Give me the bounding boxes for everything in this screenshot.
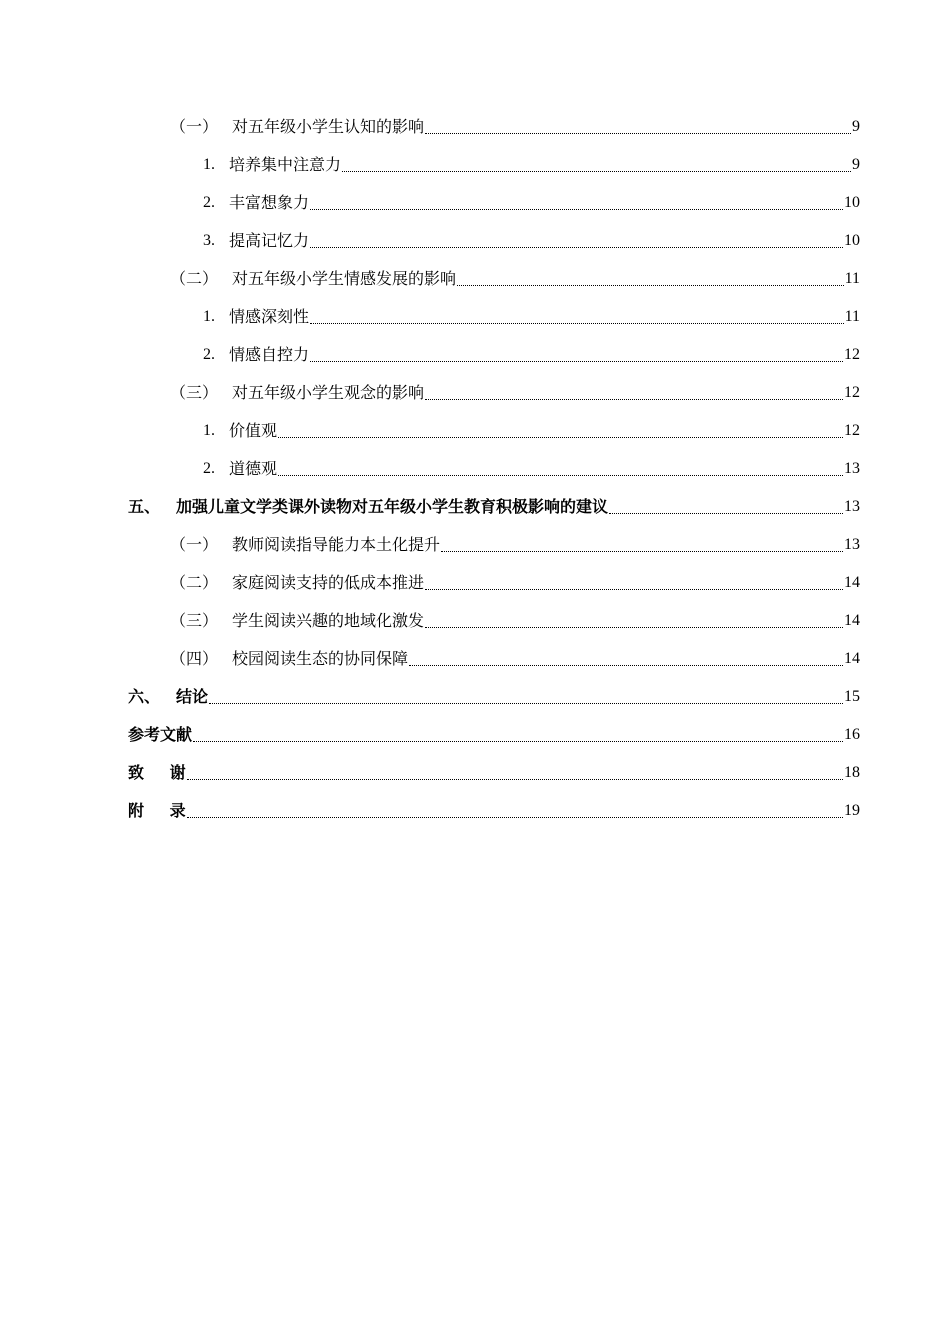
toc-entry[interactable]: [170, 526, 860, 564]
dot-leader: [425, 602, 843, 640]
toc-entry-page: 13: [844, 498, 860, 515]
dot-leader: [342, 146, 851, 184]
toc-entry[interactable]: [203, 336, 860, 374]
toc-entry-title: 校园阅读生态的协同保障: [232, 649, 409, 668]
toc-entry-title: 致 谢: [128, 763, 186, 782]
toc-entry[interactable]: [170, 108, 860, 146]
toc-entry[interactable]: [128, 488, 860, 526]
toc-entry-page: 11: [844, 308, 860, 325]
dot-leader: [278, 450, 843, 488]
toc-entry-title: 对五年级小学生认知的影响: [232, 117, 425, 136]
dot-leader: [310, 336, 843, 374]
toc-entry-title: 参考文献: [128, 725, 193, 744]
toc-entry[interactable]: [203, 412, 860, 450]
dot-leader: [609, 488, 843, 526]
toc-entry-page: 10: [844, 194, 860, 211]
toc-entry-number: 1.: [203, 156, 215, 173]
toc-entry[interactable]: [128, 678, 860, 716]
dot-leader: [187, 754, 843, 792]
dot-leader: [425, 564, 843, 602]
toc-entry-number: 2.: [203, 460, 215, 477]
toc-entry-page: 15: [844, 688, 860, 705]
toc-entry[interactable]: [128, 792, 860, 830]
toc-entry-number: （一）: [170, 535, 219, 554]
toc-entry-title: 学生阅读兴趣的地域化激发: [232, 611, 425, 630]
toc-entry-number: （二）: [170, 269, 219, 288]
toc-entry-title: 丰富想象力: [229, 193, 310, 212]
dot-leader: [310, 298, 844, 336]
toc-entry-number: （三）: [170, 383, 219, 402]
toc-entry-number: 1.: [203, 422, 215, 439]
toc-entry-number: （四）: [170, 649, 219, 668]
toc-entry[interactable]: [128, 716, 860, 754]
toc-entry-page: 18: [844, 764, 860, 781]
toc-entry-number: 3.: [203, 232, 215, 249]
toc-entry-number: 1.: [203, 308, 215, 325]
dot-leader: [425, 108, 851, 146]
toc-entry-title: 情感深刻性: [229, 307, 310, 326]
dot-leader: [193, 716, 843, 754]
toc-entry-page: 11: [844, 270, 860, 287]
toc-entry-page: 19: [844, 802, 860, 819]
toc-entry[interactable]: [203, 450, 860, 488]
toc-entry[interactable]: [170, 640, 860, 678]
toc-entry[interactable]: [203, 298, 860, 336]
toc-entry-title: 家庭阅读支持的低成本推进: [232, 573, 425, 592]
toc-entry-page: 12: [844, 384, 860, 401]
toc-entry-title: 结论: [176, 687, 209, 706]
toc-entry[interactable]: [170, 260, 860, 298]
dot-leader: [457, 260, 844, 298]
toc-entry-page: 9: [852, 156, 860, 173]
toc-entry-number: 2.: [203, 194, 215, 211]
dot-leader: [409, 640, 843, 678]
toc-entry[interactable]: [170, 602, 860, 640]
toc-entry-number: （三）: [170, 611, 219, 630]
toc-entry[interactable]: [203, 222, 860, 260]
toc-entry-number: 2.: [203, 346, 215, 363]
toc-entry-number: （二）: [170, 573, 219, 592]
dot-leader: [209, 678, 843, 716]
toc-entry-title: 情感自控力: [229, 345, 310, 364]
toc-entry[interactable]: [203, 184, 860, 222]
toc-entry-title: 附 录: [128, 801, 186, 820]
toc-entry-title: 提高记忆力: [229, 231, 310, 250]
toc-entry-page: 14: [844, 650, 860, 667]
toc-entry-title: 培养集中注意力: [229, 155, 342, 174]
toc-entry[interactable]: [203, 146, 860, 184]
toc-entry-page: 16: [844, 726, 860, 743]
toc-entry[interactable]: [170, 374, 860, 412]
dot-leader: [441, 526, 843, 564]
toc-entry-page: 14: [844, 612, 860, 629]
toc-entry-title: 道德观: [229, 459, 278, 478]
dot-leader: [310, 222, 843, 260]
toc-entry-number: （一）: [170, 117, 219, 136]
toc-entry-title: 对五年级小学生情感发展的影响: [232, 269, 457, 288]
toc-entry-number: 五、: [128, 497, 161, 516]
toc-entry-title: 加强儿童文学类课外读物对五年级小学生教育积极影响的建议: [176, 497, 609, 516]
toc-entry-page: 14: [844, 574, 860, 591]
toc-entry-page: 13: [844, 536, 860, 553]
toc-entry-title: 对五年级小学生观念的影响: [232, 383, 425, 402]
dot-leader: [187, 792, 843, 830]
toc-entry-page: 12: [844, 422, 860, 439]
toc-entry-number: 六、: [128, 687, 161, 706]
toc-entry-page: 10: [844, 232, 860, 249]
toc-entry-title: 价值观: [229, 421, 278, 440]
dot-leader: [278, 412, 843, 450]
toc-entry-title: 教师阅读指导能力本土化提升: [232, 535, 441, 554]
toc-entry-page: 9: [852, 118, 860, 135]
toc-entry-page: 13: [844, 460, 860, 477]
toc-entry[interactable]: [128, 754, 860, 792]
dot-leader: [310, 184, 843, 222]
toc-entry-page: 12: [844, 346, 860, 363]
dot-leader: [425, 374, 843, 412]
toc-entry[interactable]: [170, 564, 860, 602]
